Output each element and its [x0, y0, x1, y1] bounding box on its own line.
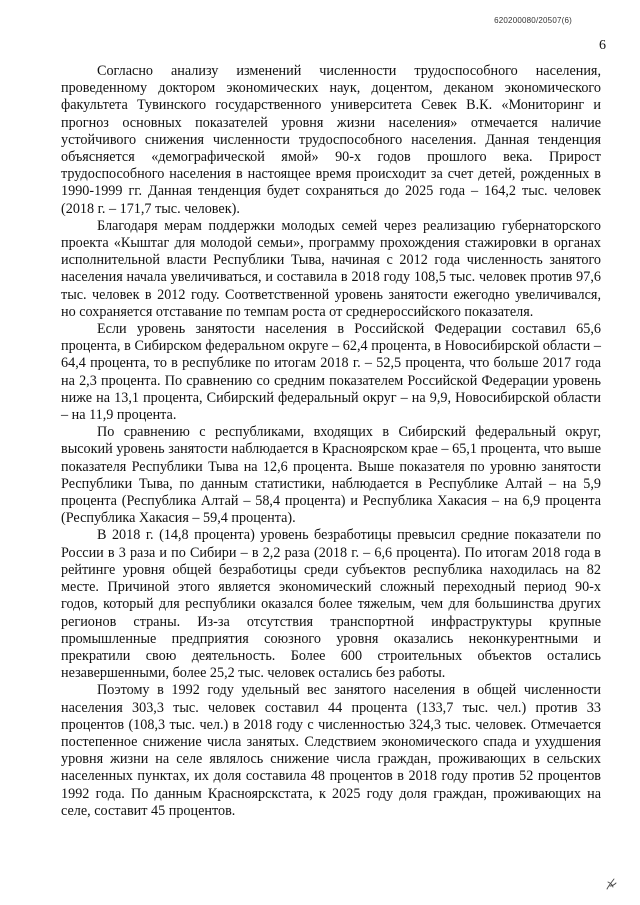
document-code: 620200080/20507(6)	[494, 16, 572, 25]
paragraph: Благодаря мерам поддержки молодых семей через реализацию губернаторского проекта «Кыштаг для молодой семьи», программу прохождения стажировки в органах исполнительной власти Республики Тыва, начиная с 2012 года численность занятого населения начала увеличиваться, и составила в 2018 году 108,5 тыс. человек против 97,6 тыс. человек в 2012 году. Соответственной уровень занятости ежегодно увеличивался, но сохраняется отставание по темпам роста от среднероссийского показателя.	[61, 217, 601, 320]
page-number: 6	[599, 38, 606, 53]
paragraph: По сравнению с республиками, входящих в Сибирский федеральный округ, высокий уровень занятости наблюдается в Красноярском крае – 65,1 процента, что выше показателя Республики Тыва на 12,6 процента. Выше показателя по уровню занятости Республики Тыва, по данным статистики, наблюдается в Республике Алтай – на 5,9 процента (Республика Алтай – 58,4 процента) и Республика Хакасия – на 6,9 процента (Республика Хакасия – 59,4 процента).	[61, 424, 601, 527]
paragraph: Согласно анализу изменений численности трудоспособного населения, проведенному доктором экономических наук, доцентом, деканом экономического факультета Тувинского государственного университета Севек В.К. «Мониторинг и прогноз основных показателей уровня жизни населения» отмечается наличие устойчивого снижения численности трудоспособного населения. Данная тенденция объясняется «демографической ямой» 90-х годов прошлого века. Прирост трудоспособного населения в настоящее время происходит за счет детей, рожденных в 1990-1999 гг. Данная тенденция будет сохраняться до 2025 года – 164,2 тыс. человек (2018 г. – 171,7 тыс. человек).	[61, 63, 601, 217]
initials-signature-mark	[604, 877, 618, 891]
document-body	[61, 63, 601, 820]
paragraph: Если уровень занятости населения в Российской Федерации составил 65,6 процента, в Сибирском федеральном округе – 62,4 процента, в Новосибирской области – 64,4 процента, то в республике по итогам 2018 г. – 52,5 процента, что больше 2017 года на 2,3 процента. По сравнению со средним показателем Российской Федерации уровень ниже на 13,1 процента, Сибирский федеральный округ – на 9,9, Новосибирской области – на 11,9 процента.	[61, 321, 601, 424]
paragraph: Поэтому в 1992 году удельный вес занятого населения в общей численности населения 303,3 тыс. человек составил 44 процента (133,7 тыс. чел.) против 33 процентов (108,3 тыс. чел.) в 2018 году с численностью 324,3 тыс. человек. Отмечается постепенное снижение числа занятых. Следствием экономического спада и ухудшения уровня жизни на селе являлось снижение числа граждан, проживающих в сельских населенных пунктах, их доля составила 48 процентов в 2018 году против 52 процентов 1992 года. По данным Красноярскстата, к 2025 году доля граждан, проживающих на селе, составит 45 процентов.	[61, 682, 601, 819]
paragraph: В 2018 г. (14,8 процента) уровень безработицы превысил средние показатели по России в 3 раза и по Сибири – в 2,2 раза (2018 г. – 6,6 процента). По итогам 2018 года в рейтинге уровня общей безработицы среди субъектов республика находилась на 82 месте. Причиной этого является экономический сложный переходный период 90-х годов, который для республики оказался более тяжелым, чем для большинства других регионов страны. Из-за отсутствия транспортной инфраструктуры крупные промышленные предприятия союзного уровня оказались неконкурентными и прекратили свою деятельность. Более 600 строительных объектов остались незавершенными, более 25,2 тыс. человек остались без работы.	[61, 527, 601, 682]
